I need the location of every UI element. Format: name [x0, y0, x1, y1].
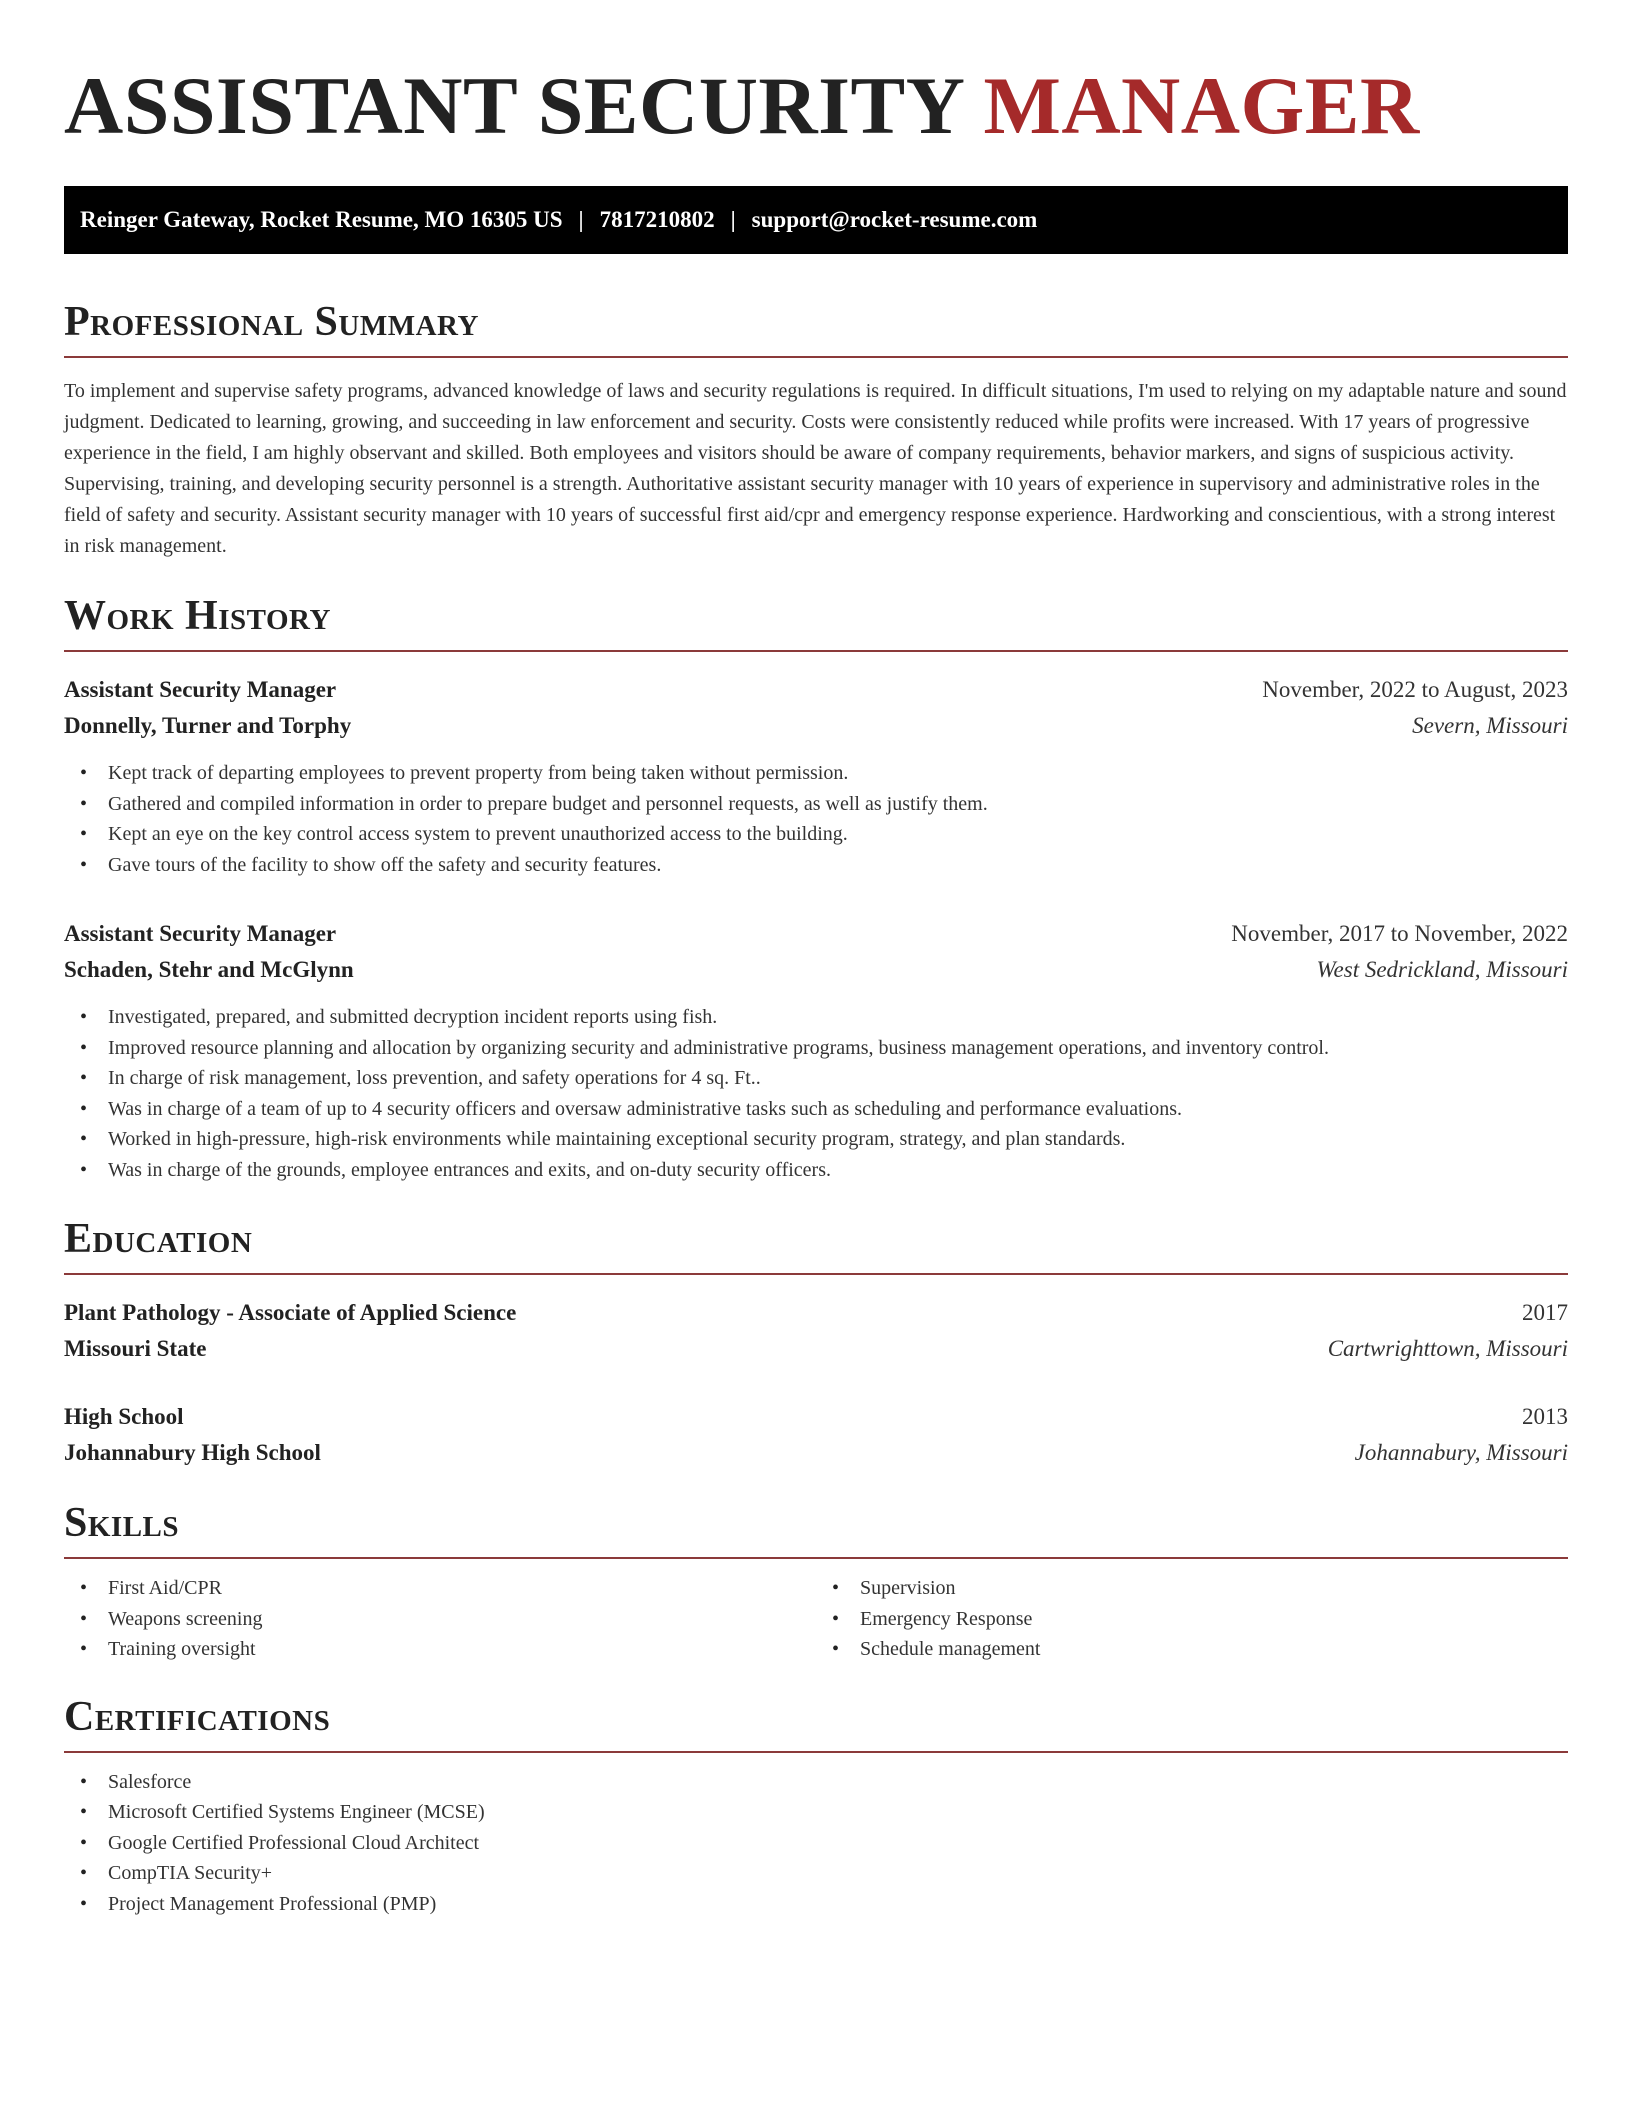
skills-columns: [64, 1573, 1568, 1665]
list-item: • Investigated, prepared, and submitted decryption incident reports using fish.: [64, 1002, 1568, 1033]
list-item: • Was in charge of a team of up to 4 security officers and oversaw administrative tasks such as scheduling and performance evaluations.: [64, 1094, 1568, 1125]
section-divider: [64, 1751, 1568, 1753]
work-history-section: [64, 592, 1568, 1185]
job-entry: [64, 916, 1568, 1185]
list-item: • Gave tours of the facility to show off the safety and security features.: [64, 850, 1568, 881]
work-history-heading: Work History: [64, 593, 331, 639]
skills-heading: Skills: [64, 1500, 180, 1546]
section-divider: [64, 1557, 1568, 1559]
job-company: Donnelly, Turner and Torphy: [64, 713, 352, 738]
list-item: • Worked in high-pressure, high-risk environments while maintaining exceptional security program, strategy, and plan standards.: [64, 1124, 1568, 1155]
job-company-row: [64, 708, 1568, 744]
certifications-list: [64, 1767, 1568, 1920]
degree-title: High School: [64, 1404, 184, 1429]
list-item: • Salesforce: [64, 1767, 1568, 1798]
job-title-row: [64, 672, 1568, 708]
job-location: West Sedrickland, Missouri: [1316, 957, 1568, 982]
certifications-heading: Certifications: [64, 1693, 331, 1740]
certifications-section: [64, 1693, 1568, 1920]
list-item: • Kept track of departing employees to prevent property from being taken without permission.: [64, 758, 1568, 789]
summary-heading: Professional Summary: [64, 299, 479, 345]
school-name: Missouri State: [64, 1336, 207, 1361]
degree-year: 2013: [1522, 1404, 1568, 1429]
list-item: • In charge of risk management, loss prevention, and safety operations for 4 sq. Ft..: [64, 1063, 1568, 1094]
list-item: • Schedule management: [816, 1634, 1568, 1665]
contact-separator: |: [730, 207, 736, 232]
job-title: Assistant Security Manager: [64, 921, 337, 946]
list-item: • First Aid/CPR: [64, 1573, 816, 1604]
contact-email: support@rocket-resume.com: [751, 207, 1038, 232]
job-title-row: [64, 916, 1568, 952]
list-item: • Improved resource planning and allocation by organizing security and administrative programs, business management operations, and inventory control.: [64, 1033, 1568, 1064]
education-heading: Education: [64, 1216, 253, 1262]
school-location: Cartwrighttown, Missouri: [1327, 1336, 1568, 1361]
contact-bar: [64, 186, 1568, 254]
skills-list-left: [64, 1573, 816, 1665]
education-section: [64, 1215, 1568, 1471]
job-bullets: [64, 1002, 1568, 1185]
title-accent: MANAGER: [983, 60, 1420, 151]
job-dates: November, 2022 to August, 2023: [1262, 677, 1568, 702]
degree-title: Plant Pathology - Associate of Applied Science: [64, 1300, 517, 1325]
list-item: • Project Management Professional (PMP): [64, 1889, 1568, 1920]
resume-title: [64, 0, 1568, 154]
section-divider: [64, 1273, 1568, 1275]
summary-text: To implement and supervise safety programs, advanced knowledge of laws and security regulations is required. In difficult situations, I'm used to relying on my adaptable nature and sound judgment. Dedicated to learning, growing, and succeeding in law enforcement and security. Costs were consistently reduced while profits were increased. With 17 years of progressive experience in the field, I am highly observant and skilled. Both employees and visitors should be aware of company requirements, behavior markers, and signs of suspicious activity. Supervising, training, and developing security personnel is a strength. Authoritative assistant security manager with 10 years of experience in supervisory and administrative roles in the field of safety and security. Assistant security manager with 10 years of successful first aid/cpr and emergency response experience. Hardworking and conscientious, with a strong interest in risk management.: [64, 380, 1567, 557]
section-divider: [64, 356, 1568, 358]
skills-section: [64, 1499, 1568, 1665]
skills-list-right: [816, 1573, 1568, 1665]
degree-year: 2017: [1522, 1300, 1568, 1325]
title-main: ASSISTANT SECURITY: [64, 60, 963, 151]
school-name: Johannabury High School: [64, 1440, 321, 1465]
list-item: • Training oversight: [64, 1634, 816, 1665]
degree-row: [64, 1399, 1568, 1435]
list-item: • CompTIA Security+: [64, 1858, 1568, 1889]
job-bullets: [64, 758, 1568, 880]
contact-phone: 7817210802: [599, 207, 715, 232]
list-item: • Kept an eye on the key control access system to prevent unauthorized access to the building.: [64, 819, 1568, 850]
job-entry: [64, 672, 1568, 880]
degree-row: [64, 1295, 1568, 1331]
education-entry: [64, 1399, 1568, 1471]
section-divider: [64, 650, 1568, 652]
job-company-row: [64, 952, 1568, 988]
job-dates: November, 2017 to November, 2022: [1231, 921, 1568, 946]
list-item: • Was in charge of the grounds, employee entrances and exits, and on-duty security officers.: [64, 1155, 1568, 1186]
contact-address: Reinger Gateway, Rocket Resume, MO 16305 US: [80, 207, 563, 232]
job-location: Severn, Missouri: [1412, 713, 1568, 738]
school-row: [64, 1331, 1568, 1367]
school-location: Johannabury, Missouri: [1354, 1440, 1568, 1465]
list-item: • Google Certified Professional Cloud Architect: [64, 1828, 1568, 1859]
list-item: • Microsoft Certified Systems Engineer (MCSE): [64, 1797, 1568, 1828]
summary-section: [64, 298, 1568, 562]
list-item: • Weapons screening: [64, 1604, 816, 1635]
education-entry: [64, 1295, 1568, 1367]
list-item: • Emergency Response: [816, 1604, 1568, 1635]
job-company: Schaden, Stehr and McGlynn: [64, 957, 354, 982]
contact-separator: |: [578, 207, 584, 232]
job-title: Assistant Security Manager: [64, 677, 337, 702]
list-item: • Supervision: [816, 1573, 1568, 1604]
list-item: • Gathered and compiled information in order to prepare budget and personnel requests, as well as justify them.: [64, 789, 1568, 820]
school-row: [64, 1435, 1568, 1471]
